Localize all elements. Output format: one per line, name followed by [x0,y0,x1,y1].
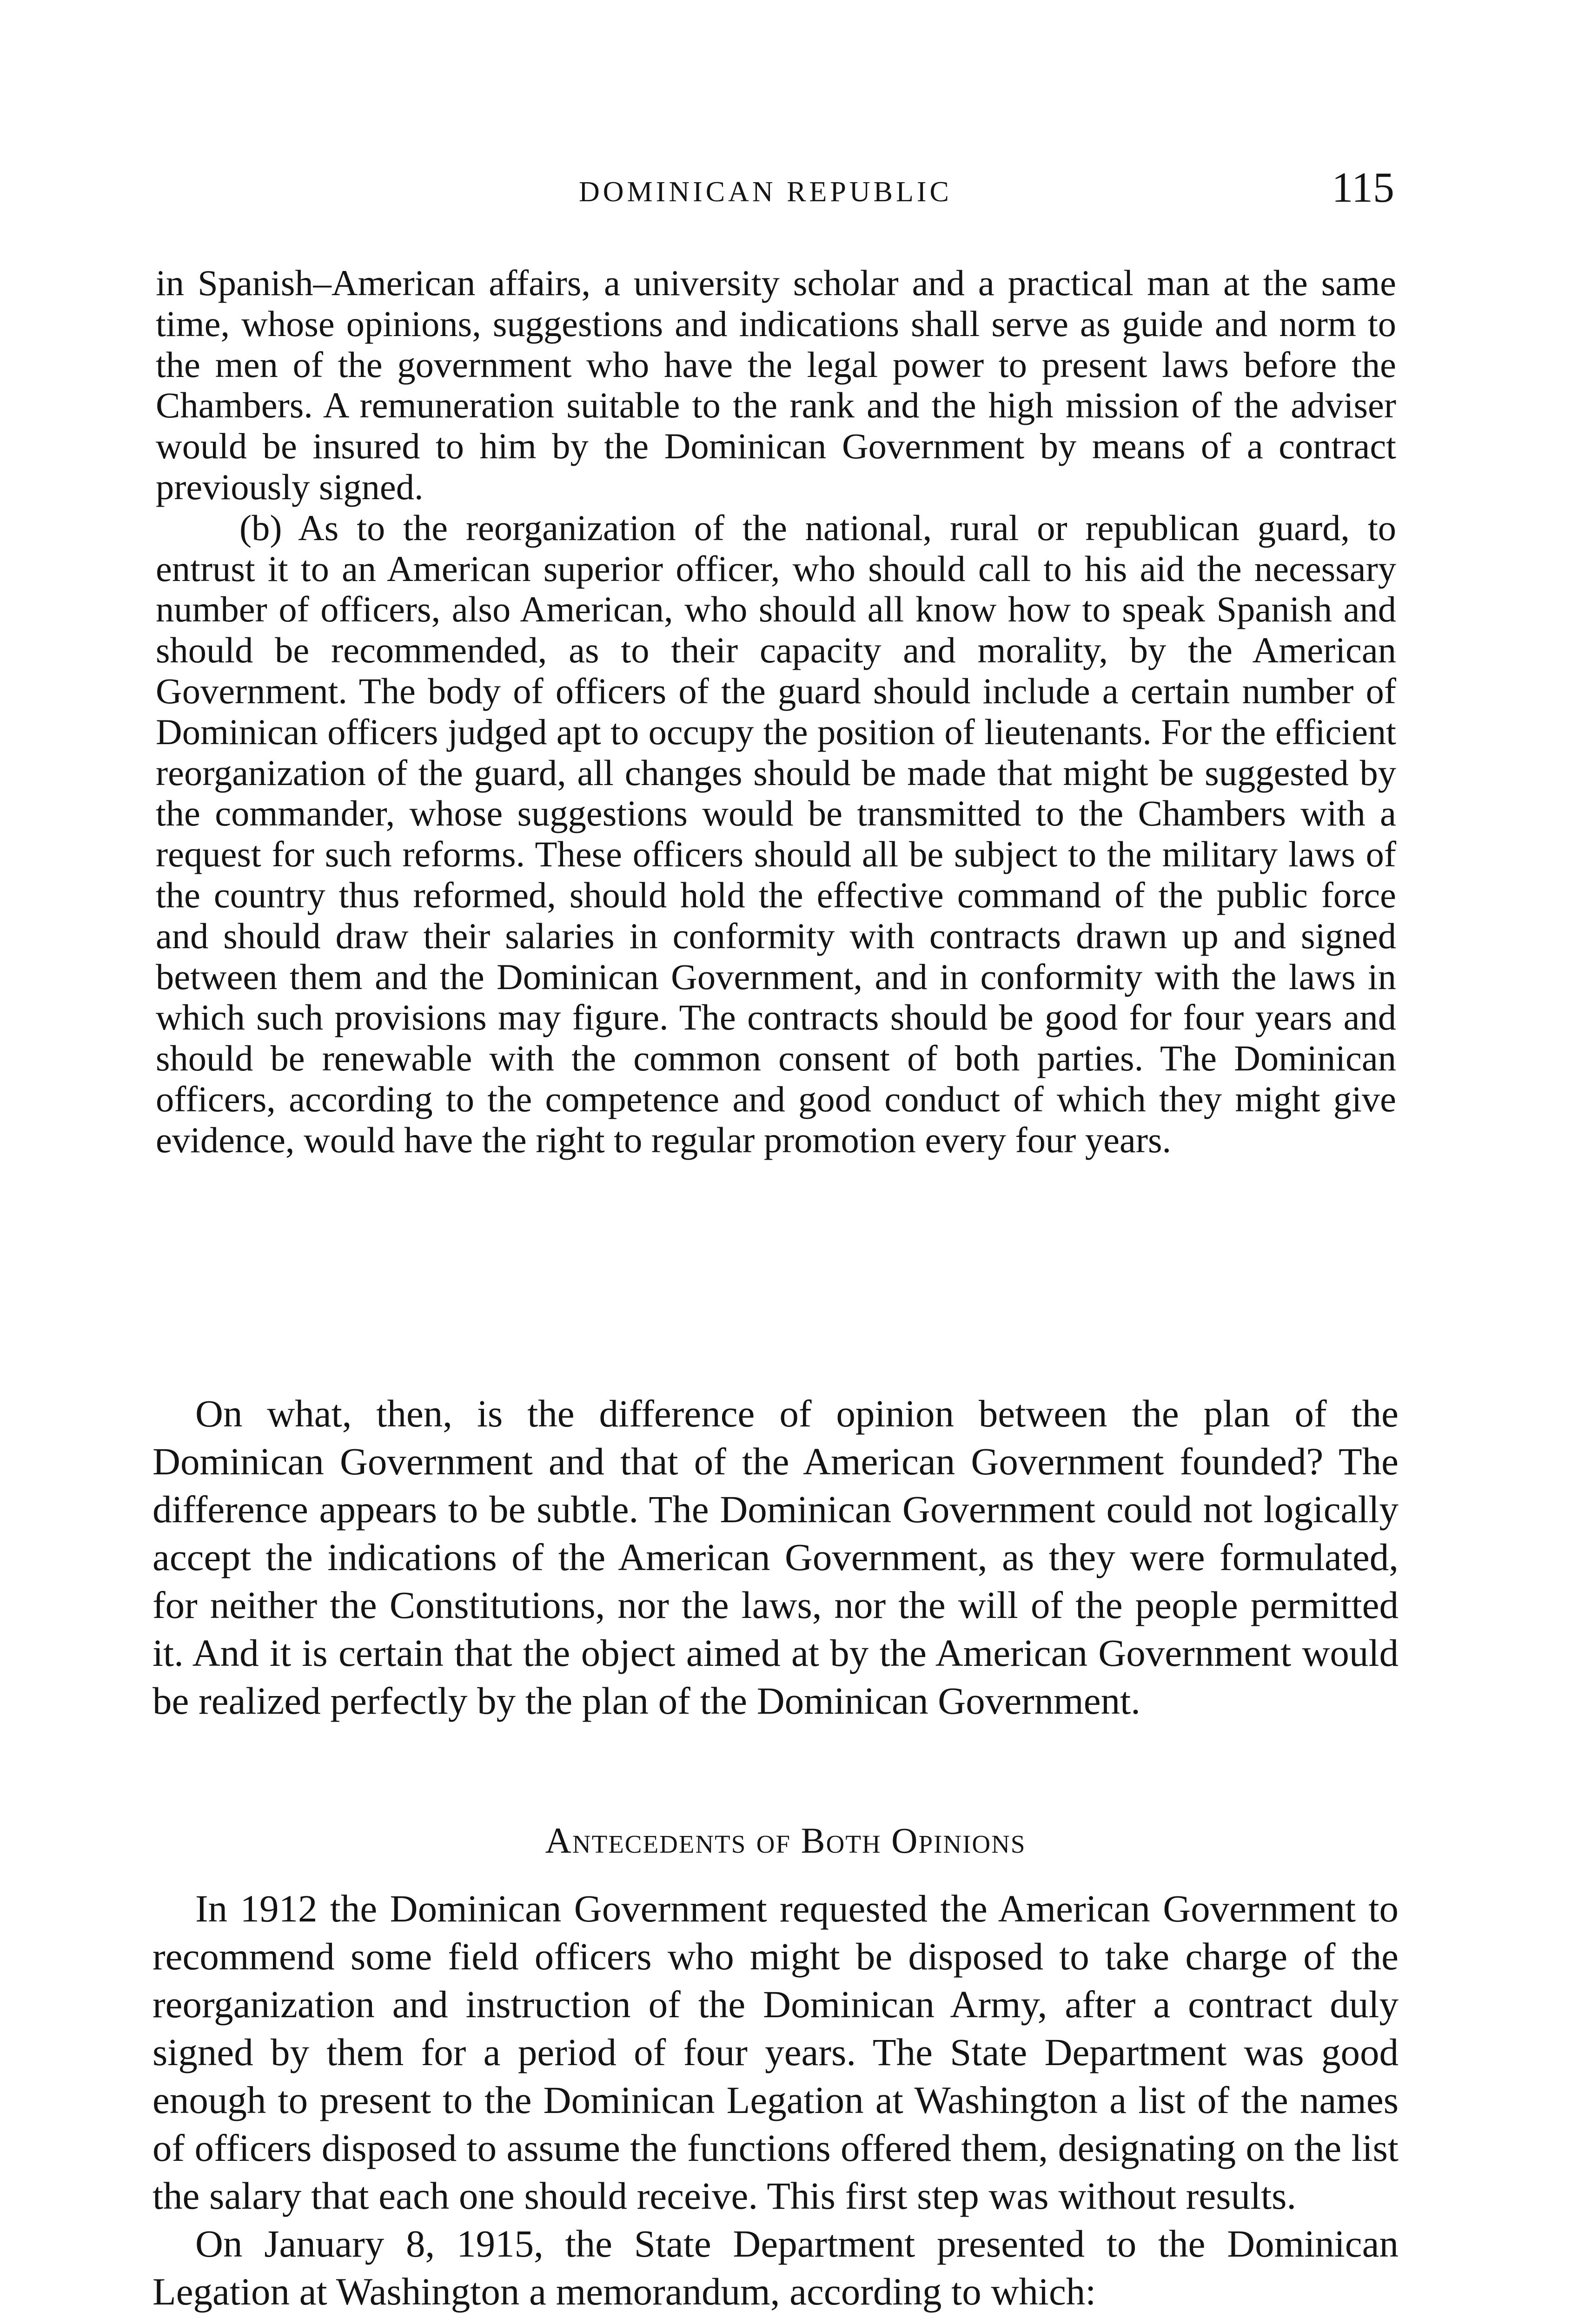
page-number: 115 [1332,164,1394,211]
page-header [0,163,1571,214]
paragraph-1912-request: In 1912 the Dominican Government requested the American Government to recommend some field officers who might be disposed to take charge of the reorganization and instruction of the Dominican Army, after a contract duly signed by them for a period of four years. The State Department was good enough to present to the Dominican Legation at Washington a list of the names of officers disposed to assume the functions offered them, designating on the list the salary that each one should receive. This first step was without results. [152,1887,1399,2217]
paragraph-difference-of-opinion: On what, then, is the difference of opinion between the plan of the Dominican Government and that of the American Government founded? The difference appears to be subtle. The Dominican Government could not logically accept the indications of the American Government, as they were formulated, for neither the Constitutions, nor the laws, nor the will of the people permitted it. And it is certain that the object aimed at by the American Government would be realized perfectly by the plan of the Dominican Government. [152,1392,1399,1722]
body-block-antecedents [152,1885,1399,2316]
quoted-block [156,263,1396,1161]
body-block-difference [152,1390,1399,1725]
running-head: DOMINICAN REPUBLIC [579,176,952,208]
paragraph-adviser: in Spanish–American affairs, a university scholar and a practical man at the same time, whose opinions, suggestions and indications shall serve as guide and norm to the men of the government who have the legal power to present laws before the Chambers. A remuneration suitable to the rank and the high mission of the adviser would be insured to him by the Dominican Government by means of a contract previously signed. [156,263,1396,507]
paragraph-guard-reorganization: (b) As to the reorganization of the national, rural or republican guard, to entrust it to an American superior officer, who should call to his aid the necessary number of officers, also American, who should all know how to speak Spanish and should be recommended, as to their capacity and morality, by the American Government. The body of officers of the guard should include a certain number of Dominican officers judged apt to occupy the position of lieutenants. For the efficient reorganization of the guard, all changes should be made that might be suggested by the commander, whose suggestions would be transmitted to the Chambers with a request for such reforms. These officers should all be subject to the military laws of the country thus reformed, should hold the effective command of the public force and should draw their salaries in conformity with contracts drawn up and signed between them and the Dominican Government, and in conformity with the laws in which such provisions may figure. The contracts should be good for four years and should be renewable with the common consent of both parties. The Dominican officers, according to the competence and good conduct of which they might give evidence, would have the right to regular promotion every four years. [156,507,1396,1160]
section-heading: Antecedents of Both Opinions [545,1820,1026,1861]
paragraph-1915-memorandum: On January 8, 1915, the State Department presented to the Dominican Legation at Washington a memorandum, according to which: [152,2222,1399,2313]
